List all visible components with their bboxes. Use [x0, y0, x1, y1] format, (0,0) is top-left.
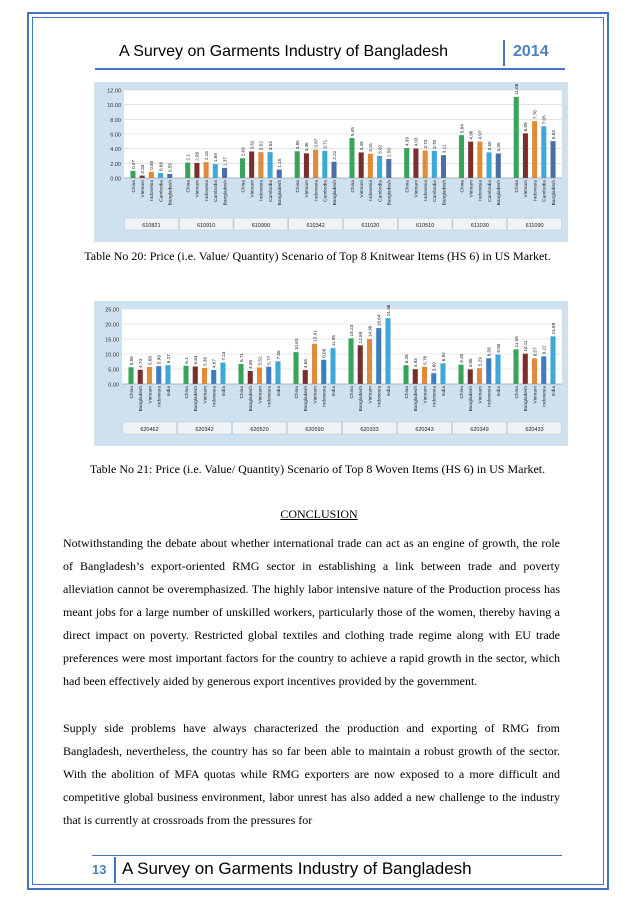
y-tick-label: 2.00 [110, 161, 121, 168]
category-label: Bangladesh [139, 386, 145, 412]
category-label: India [166, 386, 172, 397]
bar [477, 368, 482, 384]
bar [295, 151, 300, 178]
category-label: Vietnam [258, 386, 264, 404]
y-tick-label: 0.00 [110, 176, 121, 183]
bar-value-label: 10.63 [293, 338, 299, 351]
category-label: Vietnam [359, 180, 365, 198]
bar [268, 152, 273, 178]
category-label: Indonesia [212, 386, 218, 407]
bar [165, 365, 170, 384]
bar-value-label: 0.55 [167, 163, 173, 172]
group-code-label: 620342 [195, 427, 214, 433]
bar-value-label: 2.16 [203, 151, 209, 161]
bar [496, 153, 501, 178]
bar-value-label: 5.77 [266, 355, 272, 365]
bar [158, 173, 163, 178]
bar-value-label: 3.52 [258, 141, 264, 151]
knitwear-price-chart-svg [94, 82, 568, 242]
bar-value-label: 10.11 [523, 340, 529, 352]
category-label: Cambodia [268, 180, 274, 202]
caption-table-21: Table No 21: Price (i.e. Value/ Quantity) Scenario of Top 8 Woven Items (HS 6) in US Market. [89, 462, 546, 476]
header-year: 2014 [513, 43, 549, 60]
bar [194, 163, 199, 178]
bar-value-label: 12.89 [358, 331, 364, 344]
bar [248, 371, 253, 384]
bar [303, 370, 308, 384]
category-label: Indonesia [150, 180, 156, 201]
bar-value-label: 9.22 [541, 345, 547, 355]
bar-value-label: 8.58 [486, 347, 492, 357]
category-label: Vietnam [414, 180, 420, 198]
conclusion-heading: CONCLUSION [280, 507, 358, 521]
bar-value-label: 2.06 [194, 151, 200, 161]
category-label: Vietnam [148, 386, 154, 404]
category-label: China [186, 180, 192, 193]
y-tick-label: 10.00 [107, 103, 121, 110]
category-label: China [349, 386, 355, 399]
bar [331, 162, 336, 178]
bar-value-label: 5.58 [128, 356, 134, 366]
conclusion-paragraph-2: Supply side problems have always characterized the production and exporting of RMG from Bangladesh, nevertheless, the country has so far been able to maintain a robust growth of the sector. With the abolition of MFA quotas while RMG exporters are now exposed to a more difficult and competitive global business environment, labor unrest has also added a new challenge to the industry that is currently at crossroads from the pressures for [63, 721, 560, 827]
category-label: China [296, 180, 302, 193]
bar-value-label: 3.87 [313, 138, 319, 148]
category-label: Bangladesh [551, 180, 557, 206]
category-label: India [276, 386, 282, 397]
bar [240, 158, 245, 178]
bar-value-label: 11.06 [514, 83, 520, 95]
bar-value-label: 2.69 [240, 147, 246, 157]
y-tick-label: 5.00 [108, 367, 119, 374]
category-label: Bangladesh [223, 180, 229, 206]
group-code-label: 620433 [525, 427, 544, 433]
bar-value-label: 4.65 [303, 359, 309, 369]
bar-value-label: 11.95 [330, 334, 336, 347]
bar-value-label: 6.27 [165, 354, 171, 364]
category-label: Vietnam [195, 180, 201, 198]
bar [550, 336, 555, 384]
bar [468, 369, 473, 384]
bar-value-label: 0.68 [158, 162, 164, 172]
category-label: India [221, 386, 227, 397]
bar [167, 174, 172, 178]
bar [368, 154, 373, 178]
bar-value-label: 5.03 [550, 130, 556, 140]
bar [440, 363, 445, 384]
bar [304, 153, 309, 178]
category-label: China [350, 180, 356, 193]
bar [322, 151, 327, 178]
conclusion-paragraph-1: Notwithstanding the debate about whether international trade can act as an engine of growth, the role of Bangladesh’s export-oriented RMG sector in establishing a link between trade and poverty alleviation cannot be overemphasized. The highly labor intensive nature of the Production process has meant jobs for a large number of unskilled workers, particularly those of the women, thereby having a direct impact on poverty. Restricted global textiles and clothing trade regime along with EU trade preferences were most important factors for the country to achieve a rapid growth in the sector, which had been effectively aided by generous export incentives provided by the government. [63, 536, 560, 688]
bar [431, 373, 436, 384]
category-label: Vietnam [140, 180, 146, 198]
bar-value-label: 4.36 [248, 359, 254, 369]
category-label: Indonesia [267, 386, 273, 407]
bar [550, 141, 555, 178]
bar [413, 369, 418, 384]
bar-value-label: 7.55 [275, 350, 281, 360]
category-label: Vietnam [423, 386, 429, 404]
bar [348, 338, 353, 384]
category-label: Vietnam [524, 180, 530, 198]
bar-value-label: 4.97 [477, 130, 483, 140]
category-label: Bangladesh [304, 386, 310, 412]
bar [423, 151, 428, 178]
bar-value-label: 11.55 [513, 336, 519, 348]
bar-value-label: 3.50 [486, 141, 492, 151]
bar [541, 126, 546, 178]
bar-value-label: 5.68 [147, 356, 153, 365]
bar-value-label: 3.35 [496, 142, 502, 152]
caption-table-20: Table No 20: Price (i.e. Value/ Quantity) Scenario of Top 8 Knitwear Items (HS 6) in US Market. [84, 249, 551, 263]
bar [404, 148, 409, 178]
bar [441, 155, 446, 178]
category-label: Bangladesh [387, 180, 393, 206]
bar-value-label: 9.80 [495, 343, 501, 353]
category-label: India [441, 386, 447, 397]
bar-value-label: 5.84 [193, 355, 199, 365]
bar-value-label: 6.26 [403, 354, 409, 364]
category-label: Indonesia [204, 180, 210, 201]
bar [513, 349, 518, 384]
group-code-label: 610990 [251, 223, 271, 229]
group-code-label: 620343 [415, 427, 434, 433]
category-label: Cambodia [323, 180, 329, 202]
category-label: Indonesia [369, 180, 375, 201]
bar [432, 151, 437, 178]
category-label: Cambodia [378, 180, 384, 202]
bar-value-label: 4.93 [413, 358, 419, 368]
bar [486, 358, 491, 384]
group-code-label: 611090 [525, 223, 544, 229]
bar [376, 328, 381, 384]
header-rule [95, 68, 565, 70]
footer-title: A Survey on Garments Industry of Bangladesh [122, 859, 472, 878]
bar-value-label: 4.96 [468, 130, 474, 140]
bar-value-label: 15.23 [348, 324, 354, 337]
group-code-label: 620462 [140, 427, 159, 433]
bar-value-label: 6.1 [183, 357, 189, 364]
bar-value-label: 3.65 [295, 140, 301, 150]
y-tick-label: 12.00 [107, 88, 121, 95]
bar-value-label: 4.09 [404, 137, 410, 147]
bar-value-label: 2.1 [185, 154, 191, 161]
page-header [95, 40, 565, 68]
bar-value-label: 3.53 [267, 141, 273, 151]
group-code-label: 620520 [250, 427, 269, 433]
category-label: India [386, 386, 392, 397]
category-label: Vietnam [368, 386, 374, 404]
y-tick-label: 15.00 [105, 337, 119, 344]
bar-value-label: 7.14 [220, 351, 226, 361]
bar-value-label: 4.86 [468, 358, 474, 368]
footer-divider [114, 857, 116, 883]
category-label: Indonesia [259, 180, 265, 201]
category-label: China [405, 180, 411, 193]
category-label: Indonesia [487, 386, 493, 407]
category-label: China [129, 386, 135, 399]
category-label: China [294, 386, 300, 399]
y-tick-label: 25.00 [105, 307, 119, 314]
bar-value-label: 13.41 [312, 330, 318, 342]
category-label: Cambodia [487, 180, 493, 202]
bar-value-label: 3.49 [358, 141, 364, 151]
category-label: Bangladesh [442, 180, 448, 206]
bar-value-label: 8.08 [321, 348, 327, 358]
category-label: China [241, 180, 247, 193]
bar-value-label: 6.71 [238, 352, 244, 362]
bar-value-label: 18.64 [376, 314, 382, 327]
category-label: Vietnam [203, 386, 209, 404]
bar [458, 365, 463, 384]
category-label: India [331, 386, 337, 397]
category-label: Vietnam [469, 180, 475, 198]
category-label: Bangladesh [168, 180, 174, 206]
bar [386, 159, 391, 178]
bar-value-label: 14.96 [367, 325, 373, 338]
bar [359, 152, 364, 178]
category-label: China [184, 386, 190, 399]
bar-value-label: 4.03 [413, 137, 419, 147]
bar [277, 170, 282, 178]
bar [422, 367, 427, 384]
bar-value-label: 3.02 [377, 144, 383, 154]
bar-value-label: 0.33 [139, 164, 145, 174]
category-label: Cambodia [542, 180, 548, 202]
bar-value-label: 2.22 [331, 150, 337, 160]
bar [193, 366, 198, 384]
bar-value-label: 5.98 [156, 355, 162, 365]
group-code-label: 611030 [470, 223, 489, 229]
bar-value-label: 0.85 [149, 160, 155, 170]
y-tick-label: 20.00 [105, 322, 119, 329]
bar [487, 152, 492, 178]
category-label: Indonesia [314, 180, 320, 201]
bar-value-label: 3.36 [304, 142, 310, 152]
bar [330, 348, 335, 384]
bar-value-label: 3.11 [441, 144, 447, 154]
bar [468, 142, 473, 178]
group-code-label: 610821 [142, 223, 161, 229]
category-label: Indonesia [377, 386, 383, 407]
bar [147, 367, 152, 384]
category-label: Bangladesh [194, 386, 200, 412]
header-title: A Survey on Garments Industry of Bangladesh [119, 43, 449, 60]
category-label: Bangladesh [524, 386, 530, 412]
category-label: Vietnam [250, 180, 256, 198]
y-tick-label: 4.00 [110, 147, 121, 154]
bar [459, 135, 464, 178]
bar [312, 344, 317, 384]
bar-value-label: 21.96 [385, 304, 391, 317]
bar-value-label: 5.52 [257, 356, 263, 366]
bar [211, 370, 216, 384]
bar-value-label: 1.15 [277, 158, 283, 168]
bar [258, 152, 263, 178]
bar [358, 345, 363, 384]
bar [138, 370, 143, 384]
bar-value-label: 4.73 [138, 358, 144, 368]
bar-value-label: 4.67 [211, 359, 217, 368]
bar [213, 164, 218, 178]
y-tick-label: 6.00 [110, 132, 121, 139]
bar [523, 354, 528, 384]
bar [185, 163, 190, 178]
category-label: Vietnam [305, 180, 311, 198]
bar-value-label: 5.84 [459, 124, 465, 134]
woven-price-chart-svg [94, 301, 568, 446]
bar [238, 364, 243, 384]
bar-value-label: 7.76 [532, 110, 538, 120]
category-label: China [239, 386, 245, 399]
category-label: Bangladesh [414, 386, 420, 412]
category-label: Indonesia [157, 386, 163, 407]
category-label: Vietnam [478, 386, 484, 404]
bar [202, 368, 207, 384]
category-label: China [514, 386, 520, 399]
bar [477, 142, 482, 178]
group-code-label: 610342 [306, 223, 325, 229]
y-tick-label: 8.00 [110, 117, 121, 124]
bar [321, 360, 326, 384]
bar [495, 355, 500, 384]
group-code-label: 610510 [415, 223, 435, 229]
bar [367, 339, 372, 384]
category-label: Vietnam [533, 386, 539, 404]
footer-rule [92, 855, 562, 856]
y-tick-label: 0.00 [108, 382, 119, 389]
category-label: Indonesia [533, 180, 539, 201]
bar [204, 162, 209, 178]
bar [377, 156, 382, 178]
bar [222, 168, 227, 178]
bar [183, 366, 188, 384]
bar-value-label: 8.57 [532, 347, 538, 357]
bar [266, 367, 271, 384]
header-divider [503, 40, 505, 66]
bar [532, 358, 537, 384]
category-label: Indonesia [322, 386, 328, 407]
bar-value-label: 1.89 [213, 153, 219, 163]
y-tick-label: 10.00 [105, 352, 119, 359]
category-label: Indonesia [423, 180, 429, 201]
category-label: India [551, 386, 557, 397]
bar [532, 121, 537, 178]
category-label: Indonesia [432, 386, 438, 407]
category-label: Bangladesh [249, 386, 255, 412]
bar [413, 148, 418, 178]
bar [130, 171, 135, 178]
group-code-label: 620333 [360, 427, 379, 433]
category-label: Bangladesh [497, 180, 503, 206]
bar-value-label: 5.36 [202, 356, 208, 366]
category-label: Cambodia [433, 180, 439, 202]
group-code-label: 610910 [196, 223, 216, 229]
bar [149, 172, 154, 178]
group-code-label: 620349 [470, 427, 489, 433]
bar-value-label: 15.89 [550, 322, 556, 335]
bar-value-label: 7.05 [541, 115, 547, 125]
category-label: China [459, 386, 465, 399]
bar [313, 150, 318, 178]
bar-value-label: 5.29 [477, 357, 483, 367]
group-code-label: 620590 [305, 427, 324, 433]
bar [541, 356, 546, 384]
category-label: Indonesia [478, 180, 484, 201]
category-label: Cambodia [159, 180, 165, 202]
bar [275, 361, 280, 384]
bar [128, 367, 133, 384]
bar-value-label: 3.70 [432, 139, 438, 149]
bar-value-label: 0.97 [130, 159, 136, 169]
bar-value-label: 5.45 [349, 127, 355, 137]
category-label: China [404, 386, 410, 399]
woven-price-chart [94, 301, 568, 446]
bar-value-label: 1.37 [222, 157, 228, 166]
bar [220, 363, 225, 384]
bar-value-label: 3.62 [249, 140, 255, 150]
bar [249, 151, 254, 178]
bar-value-label: 3.31 [368, 142, 374, 152]
bar [257, 367, 262, 384]
bar [514, 97, 519, 178]
category-label: Vietnam [313, 386, 319, 404]
bar [293, 352, 298, 384]
category-label: China [515, 180, 521, 193]
bar-value-label: 3.60 [431, 362, 437, 372]
knitwear-price-chart [94, 82, 568, 242]
category-label: India [496, 386, 502, 397]
category-label: Bangladesh [278, 180, 284, 206]
category-label: Bangladesh [332, 179, 338, 206]
category-label: China [131, 180, 137, 193]
bar-value-label: 6.92 [440, 352, 446, 362]
bar [140, 176, 145, 178]
bar [349, 138, 354, 178]
bar-value-label: 6.45 [458, 353, 464, 363]
category-label: Indonesia [542, 386, 548, 407]
bar-value-label: 6.09 [523, 122, 529, 132]
category-label: Cambodia [214, 180, 220, 202]
category-label: Bangladesh [359, 386, 365, 412]
bar-value-label: 3.71 [322, 139, 328, 149]
category-label: Bangladesh [469, 386, 475, 412]
bar [523, 133, 528, 178]
category-label: China [460, 180, 466, 193]
bar-value-label: 2.59 [386, 148, 392, 158]
group-code-label: 611020 [361, 223, 380, 229]
bar-value-label: 5.76 [422, 355, 428, 365]
bar-value-label: 3.73 [422, 139, 428, 149]
page-number: 13 [92, 862, 107, 877]
bar [156, 366, 161, 384]
bar [403, 365, 408, 384]
bar [385, 318, 390, 384]
